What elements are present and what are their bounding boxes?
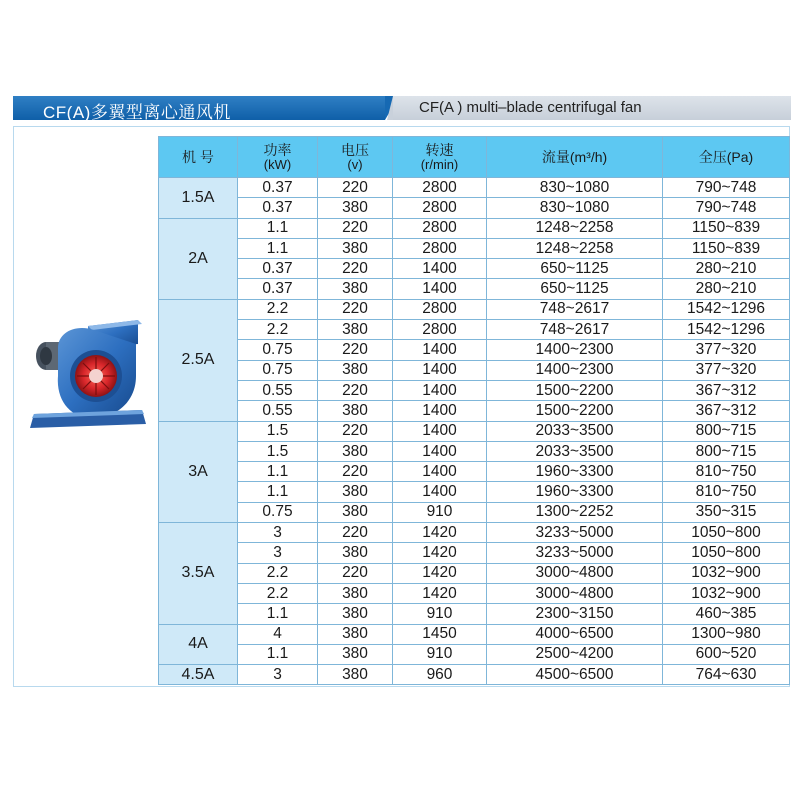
flow-cell: 748~2617 (487, 320, 663, 340)
table-row (159, 299, 790, 319)
table-row (159, 583, 790, 603)
pressure-cell: 1050~800 (663, 543, 790, 563)
table-row (159, 218, 790, 238)
table-row (159, 380, 790, 400)
speed-cell: 1400 (393, 380, 487, 400)
voltage-cell: 220 (318, 299, 393, 319)
title-cn: CF(A)多翼型离心通风机 (43, 103, 231, 122)
table-row (159, 604, 790, 624)
flow-cell: 650~1125 (487, 259, 663, 279)
table-row (159, 482, 790, 502)
pressure-cell: 280~210 (663, 259, 790, 279)
power-cell: 0.55 (238, 401, 318, 421)
power-cell: 1.1 (238, 218, 318, 238)
model-cell: 4A (159, 624, 238, 665)
speed-cell: 1450 (393, 624, 487, 644)
title-banner-cn (13, 96, 385, 120)
pressure-cell: 790~748 (663, 178, 790, 198)
power-cell: 3 (238, 523, 318, 543)
speed-cell: 910 (393, 604, 487, 624)
table-header-row (159, 137, 790, 178)
table-row (159, 421, 790, 441)
pressure-cell: 350~315 (663, 502, 790, 522)
voltage-cell: 220 (318, 563, 393, 583)
power-cell: 1.1 (238, 644, 318, 664)
power-cell: 2.2 (238, 299, 318, 319)
voltage-cell: 380 (318, 604, 393, 624)
power-cell: 1.1 (238, 604, 318, 624)
voltage-cell: 220 (318, 178, 393, 198)
table-row (159, 523, 790, 543)
flow-cell: 2500~4200 (487, 644, 663, 664)
speed-cell: 1400 (393, 279, 487, 299)
flow-cell: 1960~3300 (487, 462, 663, 482)
power-cell: 3 (238, 665, 318, 685)
voltage-cell: 380 (318, 502, 393, 522)
pressure-cell: 460~385 (663, 604, 790, 624)
voltage-cell: 220 (318, 340, 393, 360)
model-cell: 2A (159, 218, 238, 299)
pressure-cell: 377~320 (663, 340, 790, 360)
power-cell: 2.2 (238, 563, 318, 583)
flow-cell: 1248~2258 (487, 218, 663, 238)
power-cell: 1.1 (238, 462, 318, 482)
flow-cell: 3000~4800 (487, 563, 663, 583)
table-row (159, 279, 790, 299)
pressure-cell: 1032~900 (663, 563, 790, 583)
model-cell: 4.5A (159, 665, 238, 685)
spec-table (158, 136, 790, 685)
flow-cell: 4000~6500 (487, 624, 663, 644)
speed-cell: 910 (393, 644, 487, 664)
flow-cell: 1960~3300 (487, 482, 663, 502)
voltage-cell: 380 (318, 279, 393, 299)
pressure-cell: 764~630 (663, 665, 790, 685)
table-row (159, 259, 790, 279)
voltage-cell: 380 (318, 665, 393, 685)
flow-cell: 2300~3150 (487, 604, 663, 624)
speed-cell: 1400 (393, 482, 487, 502)
speed-cell: 1400 (393, 421, 487, 441)
flow-cell: 3000~4800 (487, 583, 663, 603)
power-cell: 0.37 (238, 178, 318, 198)
power-cell: 0.37 (238, 259, 318, 279)
speed-cell: 1400 (393, 441, 487, 461)
flow-cell: 4500~6500 (487, 665, 663, 685)
power-cell: 3 (238, 543, 318, 563)
voltage-cell: 220 (318, 462, 393, 482)
table-row (159, 320, 790, 340)
table-row (159, 340, 790, 360)
power-cell: 1.5 (238, 421, 318, 441)
power-cell: 2.2 (238, 583, 318, 603)
flow-cell: 2033~3500 (487, 441, 663, 461)
flow-cell: 1500~2200 (487, 401, 663, 421)
voltage-cell: 380 (318, 441, 393, 461)
title-en: CF(A ) multi–blade centrifugal fan (419, 99, 642, 116)
flow-cell: 830~1080 (487, 178, 663, 198)
flow-cell: 1400~2300 (487, 340, 663, 360)
col-header-power: 功率 (kW) (238, 137, 318, 178)
table-row (159, 644, 790, 664)
table-row (159, 360, 790, 380)
pressure-cell: 800~715 (663, 421, 790, 441)
pressure-cell: 810~750 (663, 462, 790, 482)
flow-cell: 650~1125 (487, 279, 663, 299)
speed-cell: 2800 (393, 178, 487, 198)
pressure-cell: 367~312 (663, 380, 790, 400)
pressure-cell: 1150~839 (663, 218, 790, 238)
pressure-cell: 1300~980 (663, 624, 790, 644)
flow-cell: 748~2617 (487, 299, 663, 319)
speed-cell: 2800 (393, 299, 487, 319)
table-row (159, 563, 790, 583)
voltage-cell: 380 (318, 482, 393, 502)
pressure-cell: 800~715 (663, 441, 790, 461)
model-cell: 2.5A (159, 299, 238, 421)
voltage-cell: 380 (318, 238, 393, 258)
table-row (159, 624, 790, 644)
col-header-pressure: 全压(Pa) (663, 137, 790, 178)
table-row (159, 198, 790, 218)
table-row (159, 178, 790, 198)
flow-cell: 1248~2258 (487, 238, 663, 258)
power-cell: 4 (238, 624, 318, 644)
voltage-cell: 380 (318, 360, 393, 380)
voltage-cell: 380 (318, 644, 393, 664)
voltage-cell: 220 (318, 523, 393, 543)
model-cell: 3.5A (159, 523, 238, 624)
flow-cell: 830~1080 (487, 198, 663, 218)
centrifugal-fan-icon (26, 318, 150, 430)
pressure-cell: 1150~839 (663, 238, 790, 258)
table-row (159, 665, 790, 685)
speed-cell: 960 (393, 665, 487, 685)
table-row (159, 238, 790, 258)
speed-cell: 1400 (393, 462, 487, 482)
speed-cell: 1400 (393, 360, 487, 380)
table-row (159, 462, 790, 482)
table-row (159, 543, 790, 563)
flow-cell: 1500~2200 (487, 380, 663, 400)
power-cell: 1.1 (238, 238, 318, 258)
speed-cell: 1400 (393, 340, 487, 360)
speed-cell: 1400 (393, 259, 487, 279)
voltage-cell: 380 (318, 543, 393, 563)
speed-cell: 1420 (393, 523, 487, 543)
voltage-cell: 220 (318, 259, 393, 279)
power-cell: 1.1 (238, 482, 318, 502)
flow-cell: 1400~2300 (487, 360, 663, 380)
power-cell: 0.75 (238, 360, 318, 380)
pressure-cell: 1032~900 (663, 583, 790, 603)
pressure-cell: 280~210 (663, 279, 790, 299)
pressure-cell: 1542~1296 (663, 320, 790, 340)
col-header-flow: 流量(m³/h) (487, 137, 663, 178)
flow-cell: 1300~2252 (487, 502, 663, 522)
title-banner-en (393, 96, 791, 120)
voltage-cell: 220 (318, 380, 393, 400)
power-cell: 0.75 (238, 502, 318, 522)
title-banner (13, 96, 791, 124)
power-cell: 0.55 (238, 380, 318, 400)
flow-cell: 3233~5000 (487, 523, 663, 543)
col-header-speed: 转速 (r/min) (393, 137, 487, 178)
pressure-cell: 790~748 (663, 198, 790, 218)
speed-cell: 2800 (393, 198, 487, 218)
speed-cell: 1400 (393, 401, 487, 421)
voltage-cell: 380 (318, 198, 393, 218)
speed-cell: 2800 (393, 218, 487, 238)
model-cell: 3A (159, 421, 238, 522)
speed-cell: 1420 (393, 543, 487, 563)
speed-cell: 1420 (393, 583, 487, 603)
power-cell: 0.37 (238, 279, 318, 299)
power-cell: 0.37 (238, 198, 318, 218)
voltage-cell: 380 (318, 401, 393, 421)
speed-cell: 1420 (393, 563, 487, 583)
speed-cell: 2800 (393, 320, 487, 340)
table-row (159, 502, 790, 522)
col-header-model: 机 号 (159, 137, 238, 178)
flow-cell: 2033~3500 (487, 421, 663, 441)
pressure-cell: 1050~800 (663, 523, 790, 543)
spec-table-body (159, 178, 790, 685)
power-cell: 1.5 (238, 441, 318, 461)
voltage-cell: 380 (318, 624, 393, 644)
speed-cell: 910 (393, 502, 487, 522)
power-cell: 0.75 (238, 340, 318, 360)
flow-cell: 3233~5000 (487, 543, 663, 563)
pressure-cell: 810~750 (663, 482, 790, 502)
model-cell: 1.5A (159, 178, 238, 219)
table-row (159, 441, 790, 461)
voltage-cell: 220 (318, 218, 393, 238)
pressure-cell: 377~320 (663, 360, 790, 380)
pressure-cell: 367~312 (663, 401, 790, 421)
voltage-cell: 380 (318, 320, 393, 340)
speed-cell: 2800 (393, 238, 487, 258)
col-header-voltage: 电压 (v) (318, 137, 393, 178)
table-row (159, 401, 790, 421)
pressure-cell: 1542~1296 (663, 299, 790, 319)
voltage-cell: 220 (318, 421, 393, 441)
voltage-cell: 380 (318, 583, 393, 603)
power-cell: 2.2 (238, 320, 318, 340)
pressure-cell: 600~520 (663, 644, 790, 664)
